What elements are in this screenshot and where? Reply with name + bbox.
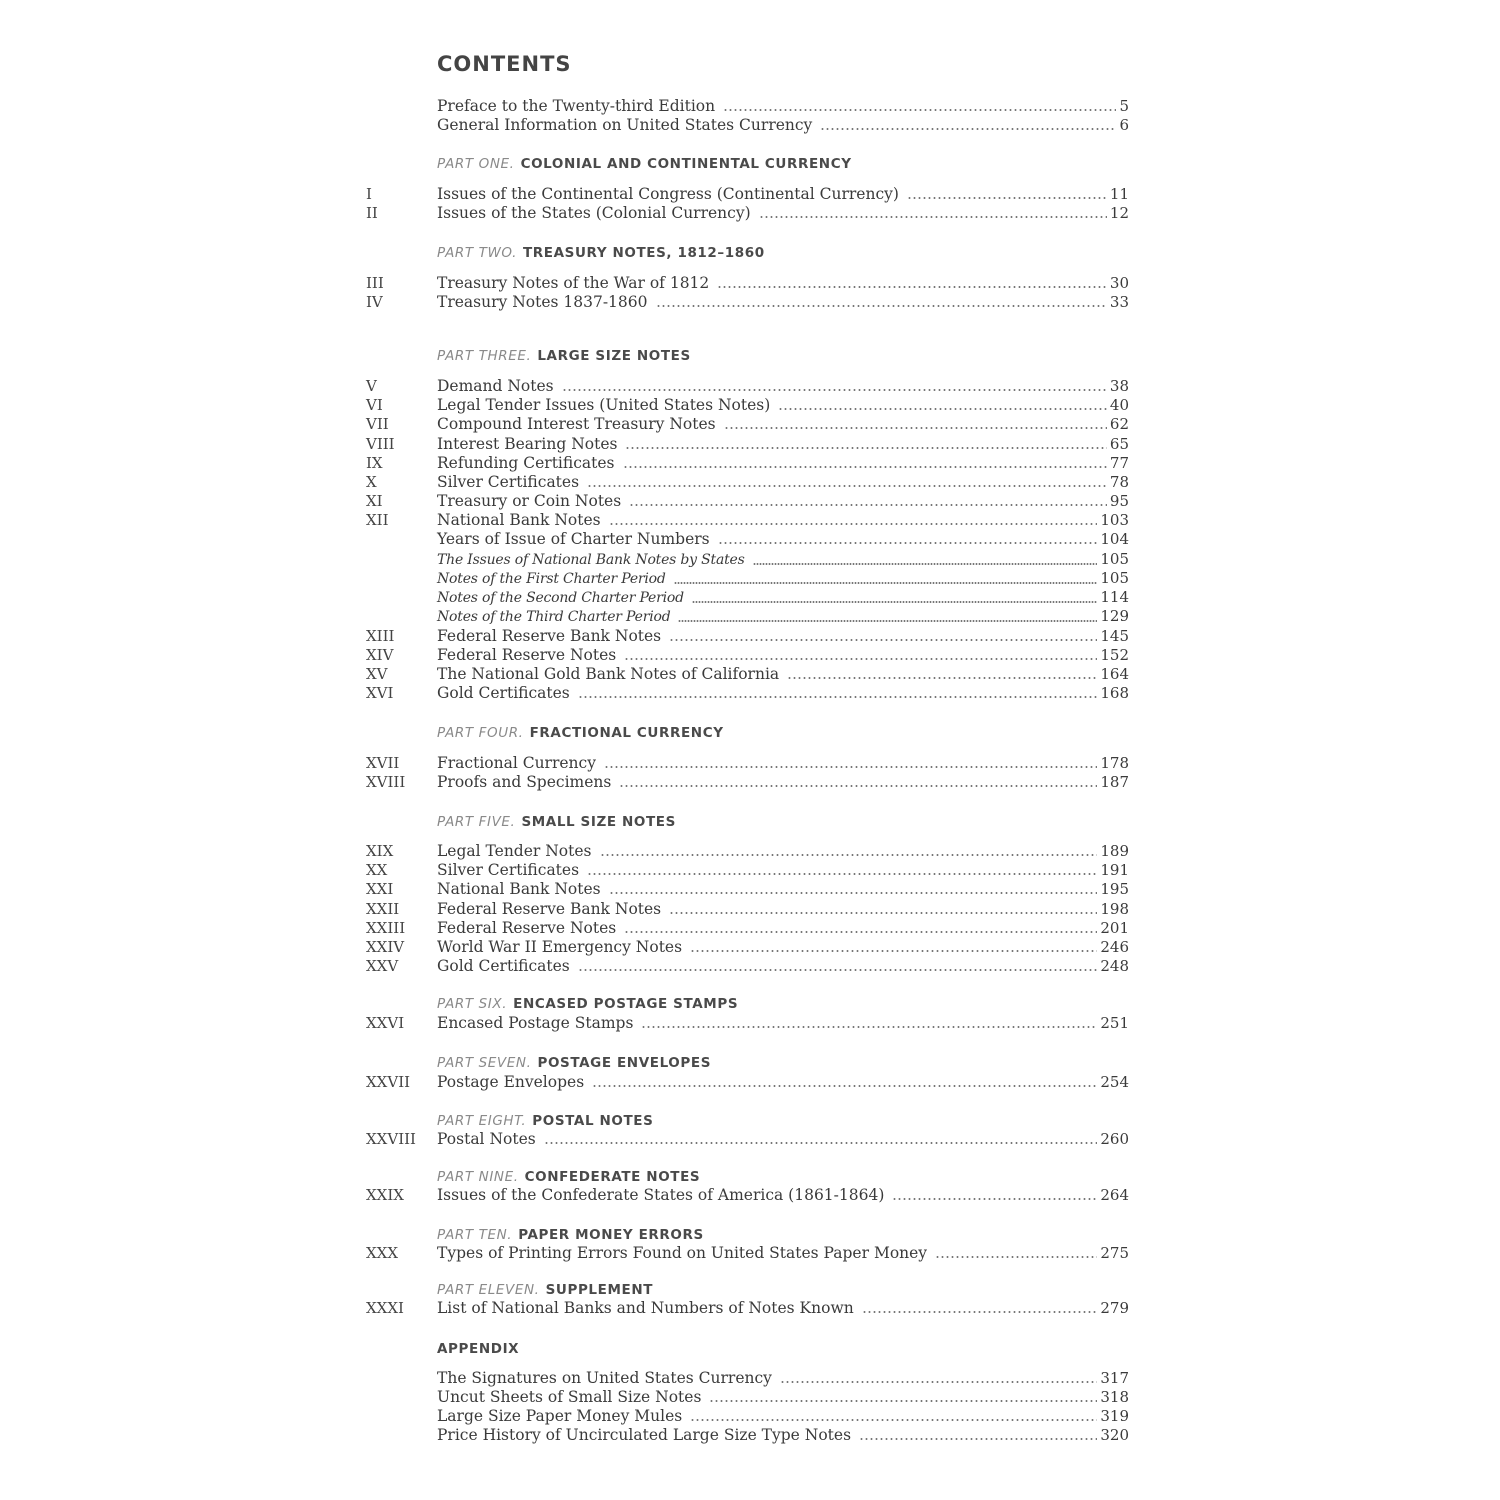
toc-entry [0,116,1500,135]
toc-entry [0,1426,1500,1445]
entry-line [437,842,1129,861]
part-heading [437,1167,700,1187]
chapter-number: IV [366,293,383,311]
part-label: PART THREE. [437,348,532,364]
part-title: ENCASED POSTAGE STAMPS [513,996,739,1012]
entry-title: Gold Certificates [437,957,570,975]
toc-entry [0,1407,1500,1426]
entry-line [437,900,1129,919]
toc-entry [0,1388,1500,1407]
dot-leader [623,465,1107,469]
page-number: 275 [1100,1244,1129,1262]
entry-line [437,754,1129,773]
part-label: PART EIGHT. [437,1113,527,1129]
page-number: 145 [1100,627,1129,645]
entry-line [437,1388,1129,1407]
chapter-number: XXX [366,1244,399,1262]
entry-line [437,569,1129,589]
part-heading [437,243,765,263]
dot-leader [674,581,1098,585]
chapter-number: XXVI [366,1014,405,1032]
entry-title: The Signatures on United States Currency [437,1369,772,1387]
toc-entry [0,274,1500,293]
toc-entry [0,684,1500,703]
dot-leader [859,1437,1097,1441]
page-number: 187 [1100,773,1129,791]
entry-line [437,1014,1129,1033]
entry-title: Large Size Paper Money Mules [437,1407,683,1425]
entry-line [437,1407,1129,1426]
part-title: COLONIAL AND CONTINENTAL CURRENCY [520,156,852,172]
entry-title: Types of Printing Errors Found on United States Paper Money [437,1244,928,1262]
page-number: 320 [1100,1426,1129,1444]
toc-entry [0,204,1500,223]
page-number: 168 [1100,684,1129,702]
chapter-number: XXI [366,880,394,898]
part-label: PART ELEVEN. [437,1282,540,1298]
toc-entry [0,957,1500,976]
toc-entry [0,773,1500,792]
toc-entry [0,1299,1500,1318]
chapter-number: XVII [366,754,400,772]
page-number: 104 [1100,530,1129,548]
chapter-number: XXIV [366,938,405,956]
toc-entry [0,1014,1500,1033]
entry-line [437,511,1129,530]
entry-title: Legal Tender Notes [437,842,592,860]
entry-title: Treasury Notes of the War of 1812 [437,274,710,292]
dot-leader [778,407,1107,411]
toc-entry [0,919,1500,938]
chapter-number: VIII [366,435,395,453]
entry-line [437,861,1129,880]
entry-title: The National Gold Bank Notes of California [437,665,780,683]
entry-title: Issues of the Continental Congress (Continental Currency) [437,185,899,203]
part-title: TREASURY NOTES, 1812–1860 [523,245,765,261]
page-number: 248 [1100,957,1129,975]
dot-leader [604,765,1097,769]
chapter-number: XI [366,492,383,510]
entry-line [437,293,1129,312]
toc-entry [0,1244,1500,1263]
entry-line [437,938,1129,957]
part-label: PART TEN. [437,1227,513,1243]
dot-leader [625,446,1106,450]
page-number: 191 [1100,861,1129,879]
dot-leader [892,1197,1097,1201]
dot-leader [578,695,1098,699]
entry-line [437,919,1129,938]
entry-title: Federal Reserve Notes [437,919,617,937]
page-number: 77 [1109,454,1129,472]
page-number: 129 [1100,607,1129,625]
page-number: 178 [1100,754,1129,772]
toc-entry [0,1073,1500,1092]
toc-entry [0,454,1500,473]
toc-entry [0,569,1500,588]
page-number: 78 [1109,473,1129,491]
part-title: POSTAGE ENVELOPES [537,1055,712,1071]
entry-line [437,684,1129,703]
part-title: PAPER MONEY ERRORS [518,1227,704,1243]
dot-leader [862,1310,1098,1314]
toc-entry [0,473,1500,492]
entry-line [437,454,1129,473]
entry-title: Treasury or Coin Notes [437,492,622,510]
entry-line [437,1369,1129,1388]
entry-title: National Bank Notes [437,511,601,529]
entry-line [437,880,1129,899]
part-heading [437,346,691,366]
chapter-number: XXIX [366,1186,404,1204]
chapter-number: I [366,185,372,203]
entry-title: Uncut Sheets of Small Size Notes [437,1388,702,1406]
toc-entry [0,377,1500,396]
entry-line [437,1073,1129,1092]
toc-entry [0,1369,1500,1388]
entry-line [437,1186,1129,1205]
part-title: SUPPLEMENT [545,1282,654,1298]
toc-entry [0,293,1500,312]
entry-line [437,530,1129,549]
part-heading [437,994,738,1014]
entry-title: Legal Tender Issues (United States Notes) [437,396,771,414]
part-heading [437,1053,711,1073]
chapter-number: XIII [366,627,395,645]
entry-line [437,1299,1129,1318]
chapter-number: XII [366,511,389,529]
chapter-number: XV [366,665,388,683]
page-number: 95 [1109,492,1129,510]
page-number: 114 [1100,588,1129,606]
toc-entry [0,492,1500,511]
part-label: PART NINE. [437,1169,519,1185]
chapter-number: XVIII [366,773,406,791]
dot-leader [935,1255,1097,1259]
dot-leader [709,1399,1097,1403]
chapter-number: XVI [366,684,394,702]
part-label: PART SIX. [437,996,508,1012]
entry-title: Refunding Certificates [437,454,615,472]
part-label: PART FOUR. [437,725,524,741]
entry-line [437,1426,1129,1445]
toc-entry [0,435,1500,454]
page-number: 65 [1109,435,1129,453]
chapter-number: VI [366,396,383,414]
entry-title: Gold Certificates [437,684,570,702]
toc-entry [0,396,1500,415]
entry-title: Compound Interest Treasury Notes [437,415,716,433]
entry-title: Fractional Currency [437,754,596,772]
page-number: 201 [1100,919,1129,937]
dot-leader [669,638,1097,642]
entry-title: World War II Emergency Notes [437,938,683,956]
toc-entry [0,97,1500,116]
dot-leader [619,784,1097,788]
dot-leader [600,853,1098,857]
entry-title: Price History of Uncirculated Large Size Type Notes [437,1426,852,1444]
page-number: 105 [1100,550,1129,568]
toc-entry [0,185,1500,204]
dot-leader [629,503,1107,507]
toc-entry [0,550,1500,569]
entry-line [437,492,1129,511]
page-number: 318 [1100,1388,1129,1406]
page-title: CONTENTS [437,52,572,76]
chapter-number: III [366,274,384,292]
chapter-number: XIV [366,646,394,664]
toc-entry [0,754,1500,773]
page-number: 260 [1100,1130,1129,1148]
entry-line [437,607,1129,627]
entry-title: Federal Reserve Notes [437,646,617,664]
part-heading [437,723,724,743]
entry-title: Treasury Notes 1837-1860 [437,293,648,311]
entry-line [437,646,1129,665]
entry-title: The Issues of National Bank Notes by States [437,552,745,568]
entry-line [437,274,1129,293]
dot-leader [592,1084,1097,1088]
entry-title: Encased Postage Stamps [437,1014,634,1032]
part-title: LARGE SIZE NOTES [537,348,691,364]
chapter-number: XX [366,861,388,879]
entry-line [437,957,1129,976]
chapter-number: IX [366,454,383,472]
entry-title: Demand Notes [437,377,554,395]
dot-leader [753,562,1098,566]
dot-leader [820,127,1116,131]
toc-entry [0,530,1500,549]
chapter-number: X [366,473,377,491]
chapter-number: II [366,204,378,222]
dot-leader [609,891,1098,895]
entry-line [437,97,1129,116]
chapter-number: XXVII [366,1073,411,1091]
dot-leader [624,930,1097,934]
entry-line [437,396,1129,415]
toc-entry [0,861,1500,880]
toc-entry [0,607,1500,626]
entry-title: Interest Bearing Notes [437,435,618,453]
part-label: PART TWO. [437,245,517,261]
page-number: 195 [1100,880,1129,898]
part-label: PART FIVE. [437,814,516,830]
entry-title: Issues of the Confederate States of America (1861-1864) [437,1186,885,1204]
part-heading [437,1280,653,1300]
toc-entry [0,665,1500,684]
chapter-number: XXV [366,957,399,975]
page-number: 30 [1109,274,1129,292]
page-number: 251 [1100,1014,1129,1032]
entry-title: General Information on United States Currency [437,116,813,134]
page-number: 189 [1100,842,1129,860]
dot-leader [787,676,1097,680]
page-number: 40 [1109,396,1129,414]
page-number: 246 [1100,938,1129,956]
dot-leader [690,1418,1097,1422]
page-number: 11 [1109,185,1129,203]
entry-line [437,773,1129,792]
dot-leader [587,484,1107,488]
dot-leader [669,911,1097,915]
entry-title: National Bank Notes [437,880,601,898]
page-number: 279 [1100,1299,1129,1317]
entry-title: Proofs and Specimens [437,773,612,791]
part-label: PART ONE. [437,156,515,172]
part-label: PART SEVEN. [437,1055,532,1071]
chapter-number: XIX [366,842,394,860]
page-number: 164 [1100,665,1129,683]
entry-line [437,204,1129,223]
dot-leader [562,388,1107,392]
page-number: 152 [1100,646,1129,664]
page-number: 33 [1109,293,1129,311]
dot-leader [609,522,1098,526]
entry-line [437,588,1129,608]
page-number: 6 [1119,116,1129,134]
entry-line [437,665,1129,684]
dot-leader [690,949,1097,953]
entry-title: Silver Certificates [437,861,580,879]
entry-line [437,435,1129,454]
dot-leader [624,657,1097,661]
page-number: 12 [1109,204,1129,222]
entry-line [437,473,1129,492]
toc-entry [0,842,1500,861]
chapter-number: V [366,377,377,395]
entry-title: Federal Reserve Bank Notes [437,627,662,645]
dot-leader [759,215,1107,219]
dot-leader [692,600,1097,604]
page-number: 264 [1100,1186,1129,1204]
entry-line [437,1244,1129,1263]
page-number: 317 [1100,1369,1129,1387]
page-number: 62 [1109,415,1129,433]
toc-entry [0,938,1500,957]
entry-line [437,627,1129,646]
entry-line [437,415,1129,434]
page-number: 198 [1100,900,1129,918]
part-title: APPENDIX [437,1341,520,1357]
chapter-number: XXIII [366,919,406,937]
dot-leader [587,872,1097,876]
entry-title: Postal Notes [437,1130,536,1148]
entry-line [437,550,1129,570]
toc-entry [0,627,1500,646]
part-title: FRACTIONAL CURRENCY [529,725,724,741]
dot-leader [907,196,1107,200]
entry-title: List of National Banks and Numbers of Notes Known [437,1299,854,1317]
toc-entry [0,646,1500,665]
dot-leader [723,108,1116,112]
entry-line [437,116,1129,135]
entry-title: Notes of the Third Charter Period [437,609,671,625]
entry-line [437,1130,1129,1149]
toc-entry [0,1130,1500,1149]
chapter-number: XXXI [366,1299,404,1317]
part-heading [437,1339,519,1359]
dot-leader [544,1141,1098,1145]
page-number: 5 [1119,97,1129,115]
dot-leader [718,541,1098,545]
entry-title: Years of Issue of Charter Numbers [437,530,710,548]
chapter-number: XXII [366,900,400,918]
dot-leader [656,304,1107,308]
page-number: 103 [1100,511,1129,529]
part-title: SMALL SIZE NOTES [521,814,676,830]
part-heading [437,1111,653,1131]
toc-entry [0,900,1500,919]
dot-leader [641,1025,1097,1029]
entry-line [437,377,1129,396]
part-heading [437,812,676,832]
chapter-number: VII [366,415,389,433]
page-number: 105 [1100,569,1129,587]
dot-leader [724,426,1107,430]
part-heading [437,154,852,174]
dot-leader [780,1380,1097,1384]
part-title: CONFEDERATE NOTES [524,1169,701,1185]
part-title: POSTAL NOTES [532,1113,654,1129]
part-heading [437,1225,704,1245]
toc-entry [0,880,1500,899]
entry-title: Postage Envelopes [437,1073,585,1091]
chapter-number: XXVIII [366,1130,416,1148]
page-number: 254 [1100,1073,1129,1091]
toc-entry [0,588,1500,607]
dot-leader [678,619,1097,623]
page-number: 319 [1100,1407,1129,1425]
toc-entry [0,511,1500,530]
toc-entry [0,1186,1500,1205]
page-number: 38 [1109,377,1129,395]
entry-title: Federal Reserve Bank Notes [437,900,662,918]
entry-title: Issues of the States (Colonial Currency) [437,204,751,222]
entry-title: Preface to the Twenty-third Edition [437,97,716,115]
entry-title: Notes of the Second Charter Period [437,590,684,606]
entry-line [437,185,1129,204]
dot-leader [578,968,1098,972]
dot-leader [717,285,1107,289]
entry-title: Silver Certificates [437,473,580,491]
toc-entry [0,415,1500,434]
entry-title: Notes of the First Charter Period [437,571,666,587]
